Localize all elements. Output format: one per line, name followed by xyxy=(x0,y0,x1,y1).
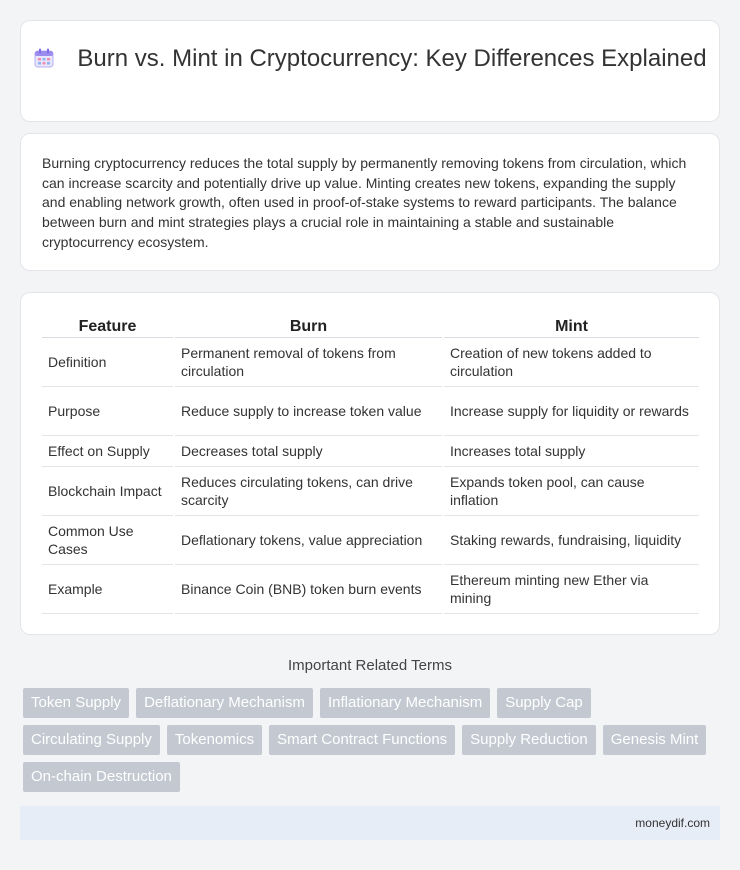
header-burn: Burn xyxy=(174,315,443,337)
tag-circulating-supply[interactable]: Circulating Supply xyxy=(23,725,160,755)
table-cell: Example xyxy=(42,564,174,613)
table-cell: Expands token pool, can cause inflation xyxy=(443,466,699,515)
tag-inflationary-mechanism[interactable]: Inflationary Mechanism xyxy=(320,688,490,718)
table-row xyxy=(42,564,699,613)
table-cell: Binance Coin (BNB) token burn events xyxy=(174,564,443,613)
footer xyxy=(20,806,720,840)
tag-supply-cap[interactable]: Supply Cap xyxy=(497,688,591,718)
calendar-icon xyxy=(33,47,55,69)
table-cell: Blockchain Impact xyxy=(42,466,174,515)
tag-tokenomics[interactable]: Tokenomics xyxy=(167,725,262,755)
header-feature: Feature xyxy=(42,315,174,337)
table-cell: Staking rewards, fundraising, liquidity xyxy=(443,515,699,564)
tag-smart-contract-functions[interactable]: Smart Contract Functions xyxy=(269,725,455,755)
table-row xyxy=(42,515,699,564)
tag-supply-reduction[interactable]: Supply Reduction xyxy=(462,725,596,755)
intro-paragraph: Burning cryptocurrency reduces the total supply by permanently removing tokens from circulation, which can increase scarcity and potentially drive up value. Minting creates new tokens, expanding the supply and enabling network growth, often used in proof-of-stake systems to reward participants. The balance between burn and mint strategies plays a crucial role in maintaining a stable and sustainable cryptocurrency ecosystem. xyxy=(42,155,687,250)
page-title: Burn vs. Mint in Cryptocurrency: Key Differences Explained xyxy=(77,45,707,72)
comparison-card xyxy=(20,292,720,635)
table-cell: Ethereum minting new Ether via mining xyxy=(443,564,699,613)
table-row xyxy=(42,435,699,466)
table-cell: Decreases total supply xyxy=(174,435,443,466)
comparison-table xyxy=(42,315,699,614)
header-mint: Mint xyxy=(443,315,699,337)
tag-on-chain-destruction[interactable]: On-chain Destruction xyxy=(23,762,180,792)
related-terms-title: Important Related Terms xyxy=(288,657,452,674)
page-title-wrap xyxy=(21,44,719,73)
title-card xyxy=(20,20,720,122)
related-terms-list xyxy=(23,688,723,792)
table-cell: Purpose xyxy=(42,386,174,435)
table-cell: Definition xyxy=(42,337,174,386)
table-cell: Increase supply for liquidity or rewards xyxy=(443,386,699,435)
table-cell: Creation of new tokens added to circulation xyxy=(443,337,699,386)
tag-genesis-mint[interactable]: Genesis Mint xyxy=(603,725,707,755)
footer-site[interactable]: moneydif.com xyxy=(635,816,710,830)
table-row xyxy=(42,337,699,386)
table-cell: Reduces circulating tokens, can drive scarcity xyxy=(174,466,443,515)
intro-card xyxy=(20,133,720,271)
tag-deflationary-mechanism[interactable]: Deflationary Mechanism xyxy=(136,688,313,718)
table-cell: Permanent removal of tokens from circulation xyxy=(174,337,443,386)
table-cell: Effect on Supply xyxy=(42,435,174,466)
table-row xyxy=(42,386,699,435)
tag-token-supply[interactable]: Token Supply xyxy=(23,688,129,718)
table-cell: Reduce supply to increase token value xyxy=(174,386,443,435)
table-cell: Increases total supply xyxy=(443,435,699,466)
table-row xyxy=(42,466,699,515)
table-header-row xyxy=(42,315,699,337)
table-cell: Common Use Cases xyxy=(42,515,174,564)
table-cell: Deflationary tokens, value appreciation xyxy=(174,515,443,564)
